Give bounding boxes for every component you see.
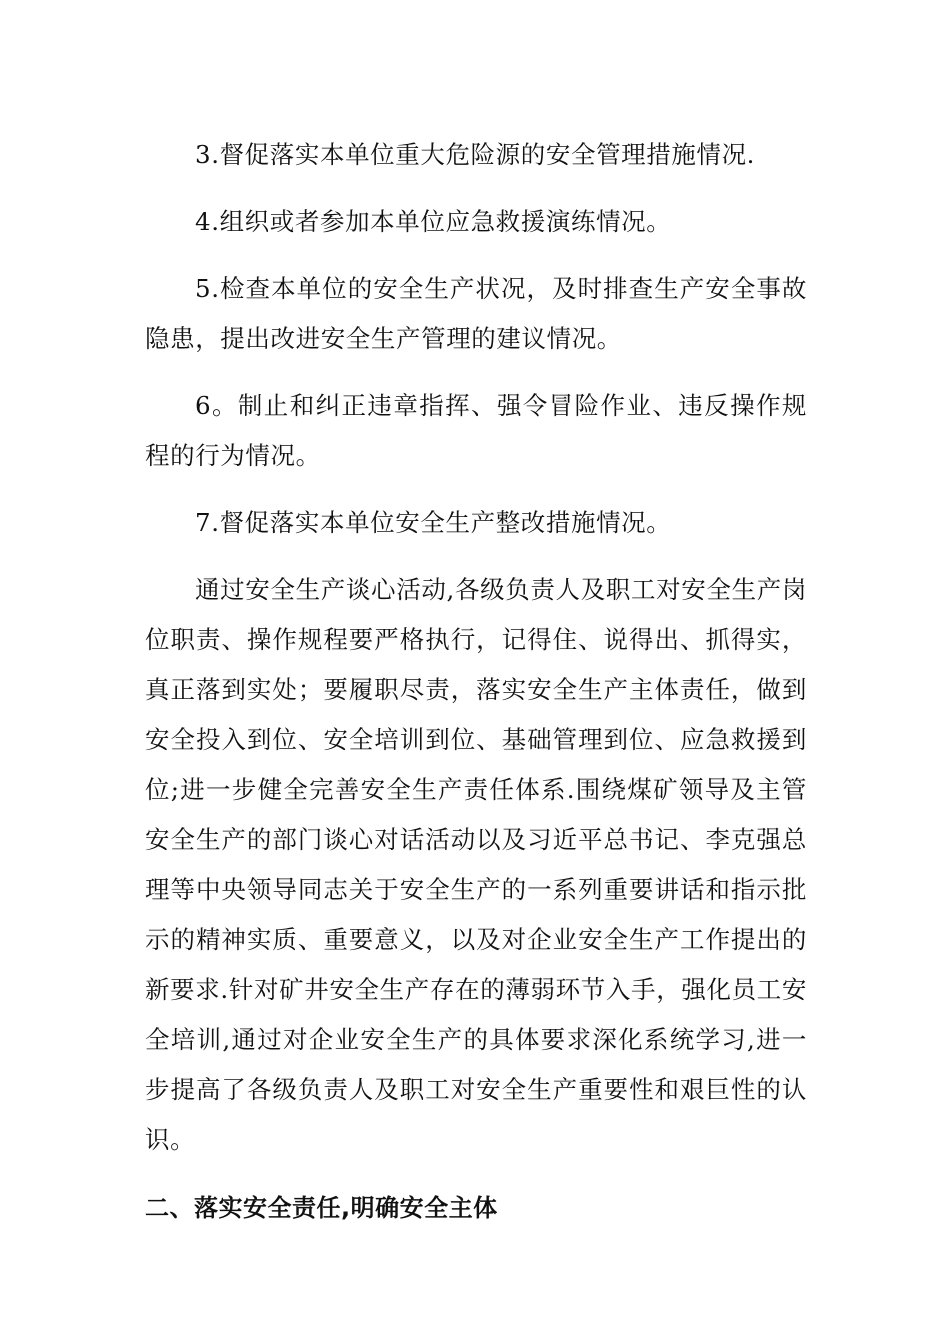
summary-paragraph: 通过安全生产谈心活动,各级负责人及职工对安全生产岗位职责、操作规程要严格执行，记得住、说得出、抓得实，真正落到实处；要履职尽责，落实安全生产主体责任，做到安全投入到位、安全培训到位、基础管理到位、应急救援到位;进一步健全完善安全生产责任体系.围绕煤矿领导及主管安全生产的部门谈心对话活动以及习近平总书记、李克强总理等中央领导同志关于安全生产的一系列重要讲话和指示批示的精神实质、重要意义，以及对企业安全生产工作提出的新要求.针对矿井安全生产存在的薄弱环节入手，强化员工安全培训,通过对企业安全生产的具体要求深化系统学习,进一步提高了各级负责人及职工对安全生产重要性和艰巨性的认识。 [145,575,807,1154]
list-item-6: 6。制止和纠正违章指挥、强令冒险作业、违反操作规程的行为情况。 [145,391,807,470]
section-heading: 二、落实安全责任,明确安全主体 [145,1194,498,1222]
document-body [145,130,807,1233]
list-item-3: 3.督促落实本单位重大危险源的安全管理措施情况. [195,140,756,169]
list-item-7: 7.督促落实本单位安全生产整改措施情况。 [195,508,672,537]
list-item-5: 5.检查本单位的安全生产状况，及时排查生产安全事故隐患，提出改进安全生产管理的建议情况。 [145,274,807,353]
list-item-4: 4.组织或者参加本单位应急救援演练情况。 [195,207,672,236]
